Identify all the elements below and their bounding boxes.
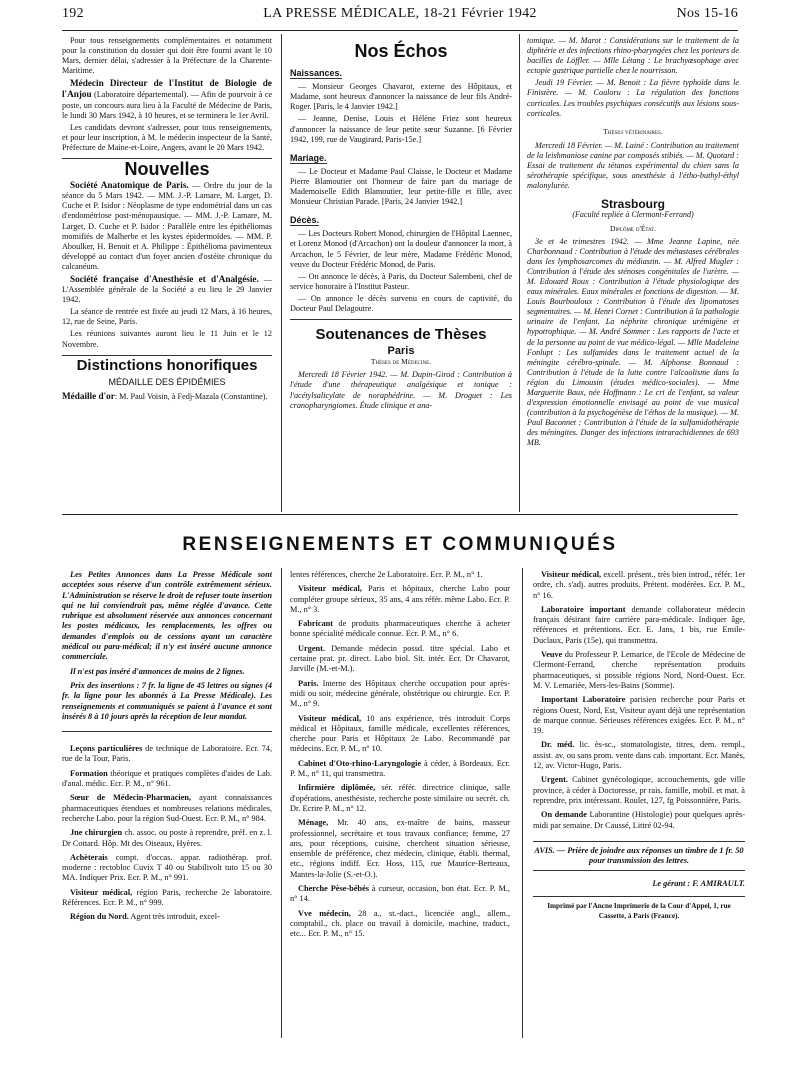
ad-heading: Jne chirurgien (70, 828, 123, 838)
ad-text: ch. assoc. ou poste à reprendre, préf. en z. l. Dr Cottard. Hôp. Mt des Oiseaux, Hyères. (62, 828, 273, 848)
classifieds-column-3 (533, 570, 745, 921)
classified-ad (62, 853, 272, 884)
item-text: (Laboratoire départemental). — Afin de pourvoir à ce poste, un concours aura lieu à la Faculté de Médecine de Paris, le lundi 30 Mars 1942, à 10 heures, et se terminera le 1er Avril. (62, 90, 272, 120)
subsection-title: MÉDAILLE DES ÉPIDÉMIES (108, 376, 226, 387)
paragraph: — On annonce le décès, à Paris, du Docteur Salembeni, chef de service honoraire à l'Institut Pasteur. (290, 271, 512, 291)
ad-heading: Cabinet d'Oto-rhino-Laryngologie (298, 758, 422, 768)
ad-text: parisien recherche pour Paris et régions Ouest, Nord, Est, Visiteur ayant déjà une représentation de marque connue. Sérieuses références exigées. Ecr. P. M., n° 19. (533, 695, 746, 736)
item-heading: Société française d'Anesthésie et d'Analgésie. (70, 273, 259, 284)
classifieds-column-2 (290, 570, 510, 944)
item-heading: Société Anatomique de Paris. (70, 180, 189, 191)
column-middle (290, 36, 512, 413)
ad-heading: Cherche Pèse-bébés (298, 884, 369, 894)
ad-text: 28 a., st.-dact., licenciée angl., allem., comptabil., ch. place ou travail à domicile, machine, traduct., etc... Ecr. P. M., n° 15. (290, 908, 511, 939)
ad-heading: Vve médecin, (298, 908, 351, 918)
ad-heading: Leçons particulières (70, 744, 143, 754)
subsection-title: Thèses de Médecine. (370, 357, 432, 367)
classified-ad (290, 644, 510, 675)
ad-heading: Laboratoire important (541, 604, 626, 614)
classifieds-column-1 (62, 570, 272, 927)
ad-heading: Urgent. (541, 775, 568, 785)
classified-ad (290, 818, 510, 880)
divider (62, 355, 272, 356)
ad-text: Demande médecin possd. titre spécial. Labo et certaine prat. pr. direct. Labo biol. Sit. intér. Ecr. Dr Chavarot, Jarville (M.-et-M.). (290, 643, 510, 674)
ad-heading: Formation (70, 768, 108, 778)
classified-ad (62, 769, 272, 790)
classified-ad (290, 759, 510, 780)
classified-ad (62, 888, 272, 909)
ad-text: Mr. 40 ans, ex-maître de bains, masseur professionnel, secrétaire et tous travaux confiance; femme, 27 ans, pour réceptions, cuisine, cherchent situation sérieuse, ensemble de préférence, chez médecin, clinique, établi. thermal, etc., régions indiff. Ecr. Hoss, 115, rue Maurice-Berteaux, Mantes-la-Jolie (S.-et-O.). (290, 818, 510, 879)
paragraph: — On annonce le décès survenu en cours de captivité, du Docteur Paul Delagoutre. (290, 293, 512, 313)
divider (290, 319, 512, 320)
intro-paragraph: Prix des insertions : 7 fr. la ligne de 45 lettres ou signes (4 fr. la ligne pour les abonnés à La Presse Médicale). Les renseignements et communiqués se paient à l'avance et sont insérés 8 à 10 jours après la réception de leur mandat. (62, 680, 272, 721)
ad-heading: Région du Nord. (70, 912, 129, 922)
faculty-note: (Faculté repliée à Clermont-Ferrand) (572, 210, 694, 220)
column-rule (281, 568, 282, 1038)
paragraph: Mercredi 18 Février. — M. Lainé : Contribution au traitement de la leishmaniose canine par composés stibiés. — M. Quotard : Essai de traitement du tétanos expérimental du chien sans la sérothérapie spécifique, sous anesthésie à l'étho-buthyl-éthyl malonylurée. (527, 140, 739, 191)
section-title: Nos Échos (354, 41, 448, 61)
paragraph: — Les Docteurs Robert Monod, chirurgien de l'Hôpital Laennec, et Lorenz Monod (d'Arcachon) ont la douleur d'annoncer la mort, à Arcachon, le 5 Février, de leur mère, Madame Frédéric Monod, veuve du Docteur Frédéric Monod, de Paris. (290, 229, 512, 269)
column-right (527, 36, 739, 451)
running-header (62, 6, 738, 28)
subsection-title: Décès. (290, 215, 320, 226)
printer-imprint: Imprimé par l'Ancne Imprimerie de la Cour d'Appel, 1, rue Cassette, à Paris (France). (533, 896, 745, 922)
ad-heading: Dr. méd. (541, 740, 575, 750)
ad-heading: Sœur de Médecin-Pharmacien, (70, 793, 192, 803)
page-number: 192 (62, 6, 84, 21)
paragraph: 3e et 4e trimestres 1942. — Mme Jeanne Lapine, née Charbonnaud : Contribution à l'étude des métastases cérébrales dans les lymphosarcomes du médiastin. — M. Alfred Mugler : Contribution à l'étude des sténoses congénitales de l'urètre. — M. Edouard Roux : Contribution à l'étude physiologique des eaux minérales. Eaux minérales et fonctions de digestion. — M. Louis Bourbouloux : Contribution à l'étude des lipomatoses segmentaires. — M. Henri Cornet : Contribution à la pathologie urinaire de l'enfant. La néphrite chronique urémigène et hypotrophique. — M. André Sommer : Les rapports de l'acte et de la personne au point de vue médico-légal. — Mlle Madeleine Fonlupt : Les sulfamides dans le traitement actuel de la méningite cérébro-spinale. — M. Alphonse Bonnaud : Contribution à l'étude de la lutte contre l'alcoolisme dans la région du Limousin (études médico-sociales). — Mme Marguerite Baux, née Hoffmann : Le cri de l'enfant, sa valeur d'expression émotionnelle envisagé au point de vue musical (contribution à la psychogénèse de l'éthos de la musique). — M. Paul Baconnet : Contribution à l'étude de la sulfamidothérapie des méningites. Danger des infections intrarachidiennes de 693 MB. (527, 236, 739, 448)
ad-text: Agent très introduit, excel- (130, 912, 220, 922)
classified-ad (533, 570, 745, 601)
ad-heading: Visiteur médical, (70, 887, 133, 897)
paragraph: — Jeanne, Denise, Louis et Hélène Friez sont heureux d'annoncer la naissance de leur petite sœur Suzanne. [6 Février 1942, 199, rue de Vaugirard, Paris-15e.] (290, 114, 512, 144)
classified-ad (533, 810, 745, 831)
classified-ad (62, 912, 272, 922)
ad-list (62, 744, 272, 922)
subsection-title: Naissances. (290, 68, 343, 79)
column-rule (281, 34, 282, 512)
ad-text: lic. ès-sc., stomatologiste, titres, dem. rempl., assist. av. ou sans prom. vente dans cab. important. Ecr. Manès, 12, av. Victor-Hugo, Paris. (533, 740, 745, 771)
column-rule (522, 568, 523, 1038)
classified-ad (290, 909, 510, 940)
paragraph: Pour tous renseignements complémentaires et notamment pour la constitution du dossier qui doit être fourni avant le 10 Mars, dernier délai, s'adresser à la Préfecture de la Charente-Maritime. (62, 36, 272, 76)
classified-ad (533, 740, 745, 771)
paragraph (62, 180, 272, 272)
paragraph: Les candidats devront s'adresser, pour tous renseignements, et pour leur inscription, à M. le médecin inspecteur de la Santé, Préfecture de Maine-et-Loire, Angers, avant le 20 Mars 1942. (62, 122, 272, 152)
ad-text: ayant connaissances pharmaceutiques étendues et nombreuses relations médicales, recherche Labo. pour la région Sud-Ouest. Ecr. P. M., n° 984. (62, 793, 272, 823)
ad-list (290, 570, 510, 940)
ad-heading: Achèterais (70, 852, 108, 862)
ad-text: excell. présent., très bien introd., référ. 1er ordre, ch. s'adj. autres produits. Prétent. modérées. Ecr. P. M., n° 16. (533, 570, 746, 600)
intro-paragraph: Les Petites Annonces dans La Presse Médicale sont acceptées sous réserve d'un contrôle extrêmement sérieux. L'Administration se réserve le droit de refuser toute insertion qui ne lui conviendrait pas, même réglée d'avance. Cette rubrique est absolument réservée aux annonces concernant les postes médicaux, les remplacements, les offres ou demandes d'emplois ou de cessions ayant un caractère médical ou para-médical; il n'y est inséré aucune annonce commerciale. (62, 570, 272, 662)
classified-ad (290, 783, 510, 814)
ad-text: théorique et pratiques complètes d'aides de Lab. d'anal. médic. Ecr. P. M., n° 961. (62, 768, 273, 789)
ad-heading: Infirmière diplômée, (298, 783, 376, 793)
section-banner-title: RENSEIGNEMENTS ET COMMUNIQUÉS (182, 534, 618, 555)
paragraph (62, 78, 272, 120)
classified-ad (62, 793, 272, 824)
ad-text: Interne des Hôpitaux cherche occupation pour après-midi ou soir, médecine générale, obstétrique ou chirurgie. Ecr. P. M., n° 9. (290, 678, 511, 709)
issue-numbers: Nos 15-16 (676, 6, 738, 21)
classified-ad (533, 605, 745, 646)
section-rule (62, 514, 738, 515)
city-heading: Strasbourg (600, 197, 665, 212)
manager-signature: Le gérant : F. AMIRAULT. (652, 879, 745, 889)
subsection-title: Mariage. (290, 152, 327, 163)
paragraph (62, 274, 272, 305)
ad-heading: Urgent. (298, 643, 325, 653)
ad-text: à céder, à Bordeaux. Ecr. P. M., n° 11, qui transmettra. (290, 758, 510, 779)
ad-heading: Ménage, (298, 818, 329, 828)
section-title: Nouvelles (124, 159, 210, 180)
paragraph: La séance de rentrée est fixée au jeudi 12 Mars, à 16 heures, 12, rue de Seine, Paris. (62, 307, 272, 327)
classified-ad (290, 884, 510, 905)
paragraph: Les réunions suivantes auront lieu le 11 Juin et le 12 Novembre. (62, 329, 272, 349)
paragraph: — Le Docteur et Madame Paul Claisse, le Docteur et Madame Pierre Blamoutier ont l'honneur de faire part du mariage de Mademoiselle Edith Blamoutier, leur petite-fille et fille, avec Monsieur Christian Parade. [Paris, 24 Janvier 1942.] (290, 166, 512, 207)
column-left (62, 36, 272, 404)
paragraph (62, 391, 272, 402)
ad-text: de produits pharmaceutiques cherche à acheter bonne spécialité médicale connue. Ecr. P. M., n° 6. (290, 619, 510, 639)
ad-text: Laborantine (Histologie) pour quelques après-midi par semaine. Dr Caussé, Littré 02-94. (533, 810, 745, 830)
classified-ad (290, 619, 510, 640)
subsection-title: Diplôme d'État. (609, 223, 657, 233)
item-heading: Médecin Directeur de l'Institut de Biologie de l'Anjou (62, 78, 272, 100)
notice-box: AVIS. — Prière de joindre aux réponses un timbre de 1 fr. 50 pour transmission des lettres. (533, 841, 745, 872)
ad-heading: Veuve (541, 650, 563, 660)
masthead: LA PRESSE MÉDICALE, 18-21 Février 1942 (263, 6, 537, 21)
ad-text: à curseur, occasion, bon état. Ecr. P. M., n° 14. (290, 884, 511, 904)
ad-heading: On demande (541, 810, 587, 820)
ad-heading: Fabricant (298, 619, 334, 629)
paragraph: — Monsieur Georges Chavarot, externe des Hôpitaux, et Madame, sont heureux d'annoncer la naissance de leur fils André-Roger. [Paris, le 4 Janvier 1942.] (290, 82, 512, 112)
item-text: — L'Assemblée générale de la Société a eu lieu le 29 Janvier 1942. (62, 274, 272, 305)
classified-ad (290, 570, 510, 580)
column-rule (519, 34, 520, 512)
classified-ad (290, 584, 510, 615)
ad-heading: Paris. (298, 678, 319, 688)
ad-text: du Professeur P. Lemarice, de l'Ecole de Médecine de Clermont-Ferrand, cherche représentation produits pharmaceutiques, si possible régions Nord, Nord-Ouest. Ecr. M. V. Lemariée, Mers-les-Bains (Somme). (533, 650, 746, 690)
paragraph: Jeudi 19 Février. — M. Benoit : La fièvre typhoïde dans le Finistère. — M. Couloru : La régulation des fonctions corticales. Les troubles psychiques consécutifs aux lésions sous-corticales. (527, 78, 739, 118)
ad-text: Cabinet gynécologique, accouchements, gde ville province, à céder à Doctoresse, pr rais. famille, mobil. et mat. à reprendre, prix intéressant. Roulet, 127, fg Poissonnière, Paris. (533, 775, 746, 805)
ad-text: demande collaborateur médecin français désirant faire carrière para-médicale. Indiquer âge, références et prétentions. Ecr. E. Jans, 1 bis, rue Emile-Duclaux, Paris (15e), qui transmettra. (533, 604, 746, 645)
item-text: — Ordre du jour de la séance du 5 Mars 1942. — MM. J.-P. Lamare, M. Larget, D. Cuche et P. Isidor : Néoplasme de type endométrial dans un cas d'endométriose post-ménopausique. — MM. J.-P. Lamare, M. Larget, D. Cuche et P. Isidor : Parallèle entre les épithéliomas momifiés de Malherbe et les kystes épidermoïdes. — MM. P. Aboulker, H. Benoit et A. Philippe : Épithélioma pavimenteux développé au contact d'un foyer ancien d'ostéite chronique du calcanéum. (62, 181, 273, 271)
ad-text: lentes références, cherche 2e Laboratoire. Ecr. P. M., n° 1. (290, 570, 483, 579)
classified-ad (62, 828, 272, 849)
item-heading: Médaille d'or (62, 390, 115, 401)
classifieds-intro (62, 570, 272, 732)
classified-ad (290, 679, 510, 710)
paragraph: Mercredi 18 Février 1942. — M. Dupin-Girod : Contribution à l'étude d'une thérapeutique analgésique et tonique : l'acétylsalicylate de noraphédrine. — M. Droguet : Les cranopharyngiomes. Étude clinique et ana- (290, 370, 512, 410)
ad-text: de technique de Laboratoire. Ecr. 74, rue de la Tour, Paris. (62, 744, 273, 764)
intro-paragraph: Il n'est pas inséré d'annonces de moins de 2 lignes. (70, 666, 245, 676)
ad-text: 10 ans expérience, très introduit Corps médical et Hôpitaux, famille médicale, excellentes références, cherche pour Paris et Hôpitaux 2e Labo. Recommandé par médecins. Ecr. P. M., n° 10. (290, 713, 510, 754)
ad-text: compt. d'occas. appar. radiothérap. prof. moderne : rectobloc Cuvix T 40 ou Stabilivolt tuto 15 ou 30 MA. Indiquer Prix. Ecr. P. M., n° 991. (62, 852, 272, 883)
item-text: : M. Paul Voisin, à Fedj-Mazala (Constantine). (114, 391, 268, 401)
ad-heading: Important Laboratoire (541, 695, 626, 705)
classified-ad (62, 744, 272, 765)
ad-heading: Visiteur médical, (541, 570, 602, 579)
ad-text: sér. référ. directrice clinique, salle d'opérations, anesthésiste, recherche poste similaire ou secrét. ch. Dr. Ecrire P. M., n° 12. (290, 783, 511, 813)
header-rule (62, 30, 738, 31)
ad-heading: Visiteur médical, (298, 584, 362, 594)
section-title: Soutenances de Thèses (315, 326, 487, 344)
section-title: Distinctions honorifiques (76, 356, 258, 374)
classified-ad (533, 695, 745, 736)
paragraph: tomique. — M. Marot : Considérations sur le traitement de la diphtérie et des infections rhino-pharyngées chez les porteurs de bacilles de Löffler. — Mlle Létang : Le brachyœsophage avec ectopie gastrique partielle chez le nourrisson. (527, 36, 739, 76)
classified-ad (533, 650, 745, 691)
ad-list (533, 570, 745, 831)
ad-heading: Visiteur médical, (298, 713, 362, 723)
city-heading: Paris (387, 345, 415, 358)
subsection-title: Thèses vétérinaires. (603, 126, 663, 136)
classified-ad (290, 714, 510, 755)
ad-text: Paris et hôpitaux, cherche Labo pour compléter groupe sérieux, 35 ans, 4 ans référ. même Labo. Ecr. P. M., n° 3. (290, 584, 510, 614)
ad-text: région Paris, recherche 2e laboratoire. Références. Ecr. P. M., n° 999. (62, 887, 272, 908)
classified-ad (533, 775, 745, 806)
